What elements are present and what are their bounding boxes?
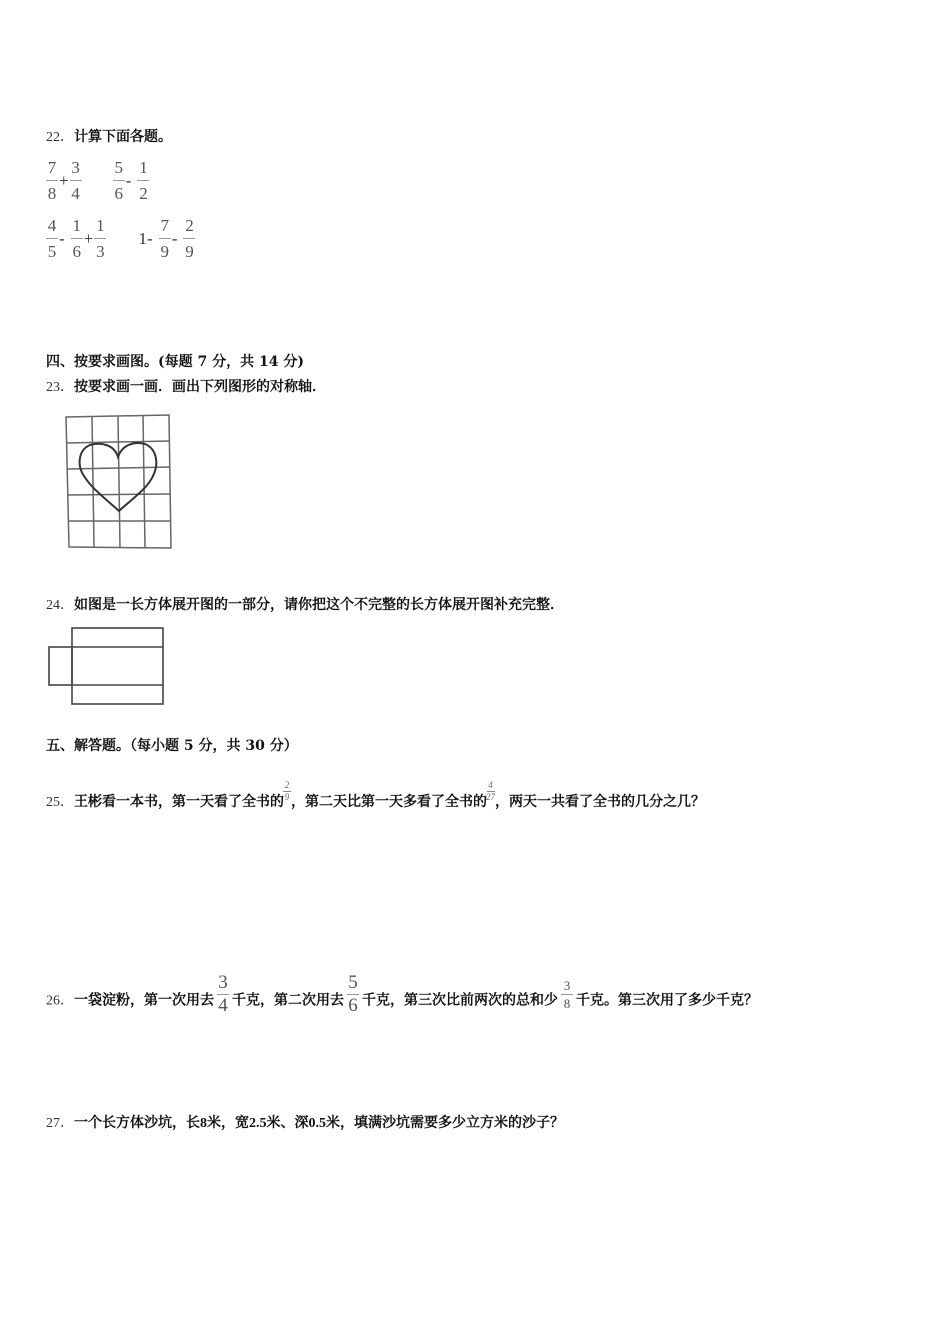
operator: + <box>83 228 94 248</box>
fraction: $\frac{7}{9}$ <box>160 216 169 261</box>
width-value: 2.5 <box>249 1116 267 1131</box>
grid-lines <box>66 415 171 548</box>
question-23-header <box>46 377 326 398</box>
question-prompt: 按要求画一画．画出下列图形的对称轴． <box>74 379 326 395</box>
question-text: 米，填满沙坑需要多少立方米的沙子？ <box>326 1115 564 1131</box>
question-number: 27． <box>46 1116 74 1131</box>
question-number: 25． <box>46 795 74 810</box>
fraction: $\frac{2}{9}$ <box>185 216 194 261</box>
question-text: 千克。第三次用了多少千克？ <box>576 992 758 1009</box>
question-text: ，第二天比第一天多看了全书的 <box>291 794 487 810</box>
question-text: 米，宽 <box>207 1115 249 1131</box>
question-26 <box>46 972 758 1021</box>
fraction: $\frac{1}{6}$ <box>72 216 82 261</box>
section-4-title: 四、按要求画图。(每题 7 分，共 14 分) <box>46 354 304 370</box>
question-text: 米、深 <box>266 1115 309 1131</box>
lead-term: 1- <box>138 228 153 248</box>
question-number: 24． <box>46 598 74 613</box>
q22-row-2 <box>46 216 221 261</box>
question-number: 26． <box>46 993 74 1009</box>
operator: - <box>125 170 132 190</box>
question-text: ，两天一共看了全书的几分之几？ <box>495 794 705 810</box>
fraction: $\frac{1}{3}$ <box>96 216 105 261</box>
length-value: 8 <box>200 1116 207 1131</box>
question-text: 一袋淀粉，第一次用去 <box>74 992 214 1009</box>
fraction: $\frac{4}{27}$ <box>486 780 495 802</box>
expression-3 <box>46 216 106 261</box>
q22-row-1 <box>46 158 175 203</box>
question-prompt: 计算下面各题。 <box>74 129 172 145</box>
fraction: $\frac{3}{4}$ <box>218 972 228 1016</box>
question-text: 千克，第二次用去 <box>232 992 344 1009</box>
question-number: 22． <box>46 130 74 145</box>
fraction: $\frac{3}{4}$ <box>71 158 80 203</box>
depth-value: 0.5 <box>308 1116 326 1131</box>
cuboid-net-figure <box>45 625 170 710</box>
fraction: $\frac{1}{2}$ <box>139 158 148 203</box>
expression-1 <box>46 158 82 203</box>
question-text: 王彬看一本书，第一天看了全书的 <box>74 794 284 810</box>
fraction: $\frac{5}{6}$ <box>114 158 123 203</box>
operator: - <box>171 228 178 248</box>
fraction: $\frac{7}{8}$ <box>47 158 57 203</box>
question-22-header <box>46 127 172 148</box>
fraction: $\frac{3}{8}$ <box>561 979 573 1010</box>
question-prompt: 如图是一长方体展开图的一部分，请你把这个不完整的长方体展开图补充完整． <box>74 597 564 613</box>
question-24-header <box>46 595 564 616</box>
fraction: $\frac{4}{5}$ <box>47 216 57 261</box>
expression-2 <box>113 158 150 203</box>
heart-grid-figure <box>60 410 180 555</box>
question-number: 23． <box>46 380 74 395</box>
fraction: $\frac{5}{6}$ <box>348 972 358 1016</box>
section-5-title: 五、解答题。（每小题 5 分，共 30 分） <box>46 738 298 754</box>
question-25 <box>46 780 705 820</box>
expression-4 <box>137 216 195 261</box>
question-text: 千克，第三次比前两次的总和少 <box>362 992 558 1009</box>
question-text: 一个长方体沙坑，长 <box>74 1115 200 1131</box>
net-outer-rect <box>72 628 163 704</box>
net-left-flap <box>49 647 72 685</box>
fraction: $\frac{2}{9}$ <box>284 780 290 802</box>
operator: - <box>59 228 65 248</box>
question-27 <box>46 1113 564 1134</box>
operator: + <box>59 170 69 190</box>
